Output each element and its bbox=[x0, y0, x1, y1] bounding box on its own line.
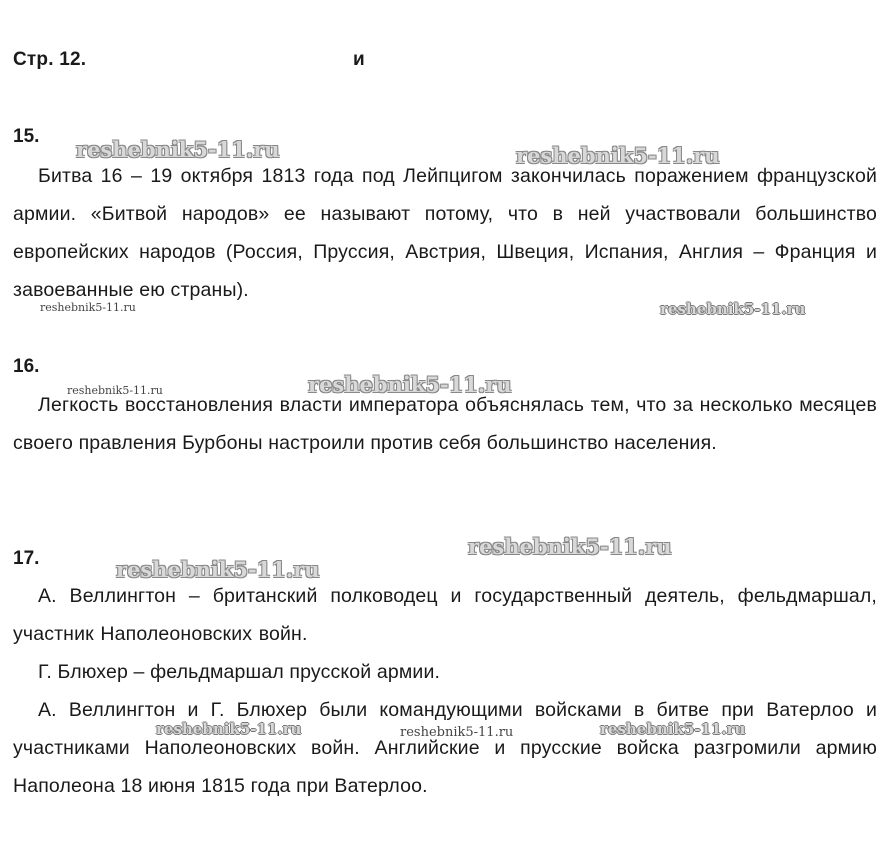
watermark: reshebnik5-11.ru bbox=[600, 720, 746, 738]
page-heading bbox=[13, 49, 365, 71]
watermark: reshebnik5-11.ru bbox=[76, 137, 280, 162]
watermark: reshebnik5-11.ru bbox=[40, 301, 136, 314]
page-heading-tail: и bbox=[353, 49, 365, 70]
section-17-paragraph-2: Г. Блюхер – фельдмаршал прусской армии. bbox=[38, 661, 441, 683]
section-17-paragraph-3: А. Веллингтон и Г. Блюхер были командующими войсками в битве при Ватерлоо и участниками Наполеоновских войн. Английские и прусские войска разгромили армию Наполеона 18 июня 1815 года при Ватерлоо. bbox=[13, 699, 877, 797]
watermark: reshebnik5-11.ru bbox=[67, 384, 163, 397]
page-heading-text: Стр. 12. bbox=[13, 49, 87, 70]
section-number-17: 17. bbox=[13, 548, 40, 569]
section-17-paragraph-1: А. Веллингтон – британский полководец и государственный деятель, фельдмаршал, участник Наполеоновских войн. bbox=[13, 585, 877, 645]
watermark: reshebnik5-11.ru bbox=[660, 300, 806, 318]
section-number-16: 16. bbox=[13, 356, 40, 377]
watermark: reshebnik5-11.ru bbox=[516, 143, 720, 168]
watermark: reshebnik5-11.ru bbox=[308, 372, 512, 397]
section-number-15: 15. bbox=[13, 126, 40, 147]
section-15-paragraph: Битва 16 – 19 октября 1813 года под Лейпцигом закончилась поражением французской армии. «Битвой народов» ее называют потому, что в ней участвовали большинство европейских народов (Россия, Пруссия, Австрия, Швеция, Испания, Англия – Франция и завоеванные ею страны). bbox=[13, 165, 877, 301]
watermark: reshebnik5-11.ru bbox=[468, 534, 672, 559]
section-16-paragraph: Легкость восстановления власти императора объяснялась тем, что за несколько месяцев своего правления Бурбоны настроили против себя большинство населения. bbox=[13, 394, 877, 454]
watermark: reshebnik5-11.ru bbox=[400, 725, 514, 740]
watermark: reshebnik5-11.ru bbox=[156, 720, 302, 738]
watermark: reshebnik5-11.ru bbox=[116, 557, 320, 582]
